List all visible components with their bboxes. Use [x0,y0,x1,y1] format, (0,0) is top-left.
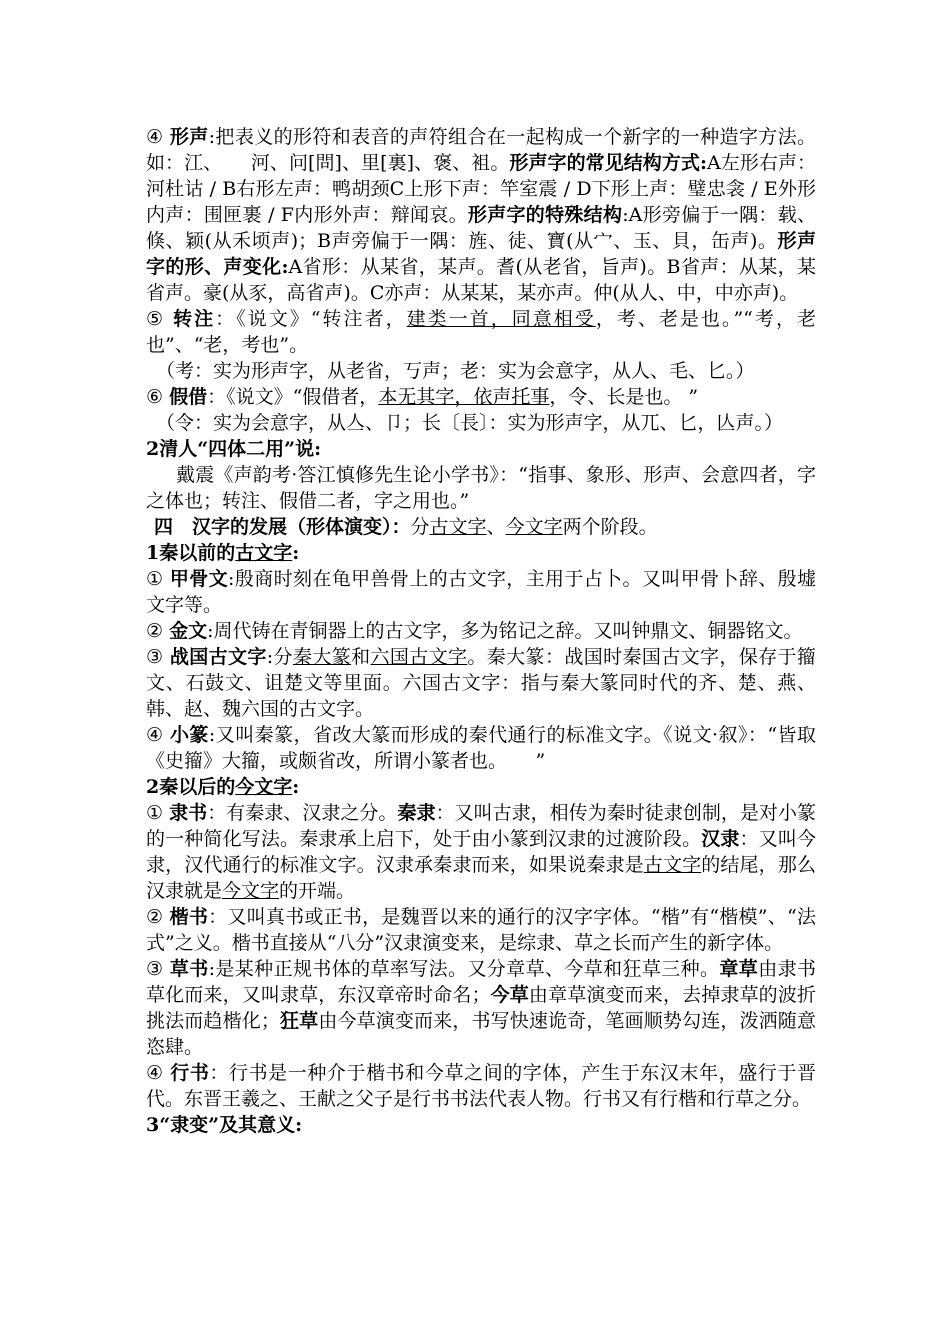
paragraph-zhanguo [146,644,816,722]
item-number: ③ [146,646,170,668]
definition-text: :分 [266,646,293,668]
underlined-term: 今文字 [505,516,563,538]
paragraph-zhuanzhu [146,306,816,358]
section-text: 两个阶段。 [562,516,658,538]
definition-text: :又叫秦篆，省改大篆而形成的秦代通行的标准文字。《说文·叙》：“皆取《史籀》大籀，或颇省改，所谓小篆者也。 ” [146,724,816,772]
item-number: ④ [146,1062,171,1084]
underlined-phrase: 本无其字，依声托事 [378,386,550,408]
subheading-special-structure: 形声字的特殊结构 [467,204,623,226]
underlined-term: 古文字 [429,516,487,538]
paragraph-xingshu [146,1060,816,1112]
quote-text: ，令、长是也。 ” [549,386,699,408]
definition-text: 由章草演变而来，去掉隶草的波折挑法而趋楷化； [146,984,816,1032]
special-structure-text: :A形旁偏于一隅：载、倏、颖(从禾顷声)；B声旁偏于一隅：旌、徒、寶(从宀、玉、貝，缶声)。 [146,204,816,252]
structure-text: A左形右声：河杜诂 / B右形左声：鸭胡颈C上形下声：竿室震 / D下形上声：璧忠衾 / E外形内声：围匣裹 / F内形外声：辩闻哀。 [146,152,817,226]
item-number: ② [146,906,170,928]
item-number: ① [146,802,170,824]
heading-qinqian [146,540,816,566]
term-kuangcao: 狂草 [279,1010,319,1032]
paragraph-jinwen [146,618,816,644]
underlined-phrase: 建类一首，同意相受 [406,308,596,330]
heading-text: 1秦以前的 [146,542,236,564]
definition-text: :是某种正规书体的草率写法。又分章草、今草和狂草三种。 [208,958,720,980]
definition-text: :殷商时刻在龟甲兽骨上的古文字，主用于占卜。又叫甲骨卜辞、殷墟文字等。 [146,568,817,616]
heading-qinhou [146,774,816,800]
item-number: ⑤ [146,308,174,330]
term-hanli: 汉隶 [701,828,740,850]
term-zhuanzhu: 转注 [173,308,216,330]
item-number: ④ [146,126,170,148]
term-zhangcao: 章草 [719,958,759,980]
definition-text: ：行书是一种介于楷书和今草之间的字体，产生于东汉末年，盛行于晋代。东晋王羲之、王献之父子是行书书法代表人物。行书又有行楷和行草之分。 [146,1062,816,1110]
definition-text: :把表义的形符和表音的声符组合在一起构成一个新字的一种造字方法。如：江、 河、问[問]、里[裏]、褒、袓。 [146,126,817,174]
quote-text: ，考、老是也。”“考，老也”、“老，考也”。 [146,308,816,356]
underlined-term: 今文字 [235,776,293,798]
underlined-term: 古文字 [643,854,702,876]
subheading-structure: 形声字的常见结构方式: [509,152,707,174]
paragraph-zhuanzhu-note: （考：实为形声字，从老省，丂声；老：实为会意字，从人、毛、匕。） [156,360,755,382]
item-number: ⑥ [146,386,170,408]
term-xiaozhuan: 小篆 [169,724,209,746]
underlined-term: 今文字 [222,880,280,902]
paragraph-jiajie-note: （令：实为会意字，从亼、卩；长〔長〕：实为形声字，从兀、匕，亾声。） [156,412,784,434]
paragraph-qingren: 戴震《声韵考·答江慎修先生论小学书》：“指事、象形、形声、会意四者，字之体也；转注、假借二者，字之用也。” [146,464,816,512]
definition-text: 由隶书草化而来，又叫隶草，东汉章帝时命名； [146,958,816,1006]
definition-text: 的开端。 [279,880,356,902]
definition-text: ：又叫今隶，汉代通行的标准文字。汉隶承秦隶而来，如果说秦隶是 [146,828,816,876]
heading-section-4 [146,514,816,540]
term-caoshu: 草书 [169,958,209,980]
paragraph-kaishu [146,904,816,956]
underlined-term: 六国古文字 [370,646,468,668]
definition-text: 。秦大篆：战国时秦国古文字，保存于籀文、石鼓文、诅楚文等里面。六国古文字：指与秦大篆同时代的齐、楚、燕、韩、赵、魏六国的古文字。 [146,646,816,720]
paragraph-caoshu [146,956,816,1060]
quote-text: ：《说文》“转注者， [215,308,407,330]
definition-text: 的结尾，那么汉隶就是 [146,854,816,902]
item-number: ① [146,568,170,590]
variation-text: A省形：从某省，某声。耆(从老省，旨声)。B省声：从某，某省声。豪(从豕，高省声)。C亦声：从某某，某亦声。仲(从人、中，中亦声)。 [146,256,817,304]
paragraph-jiagu [146,566,816,618]
term-jincao: 今草 [490,984,529,1006]
underlined-term: 古文字 [235,542,293,564]
term-jiagu: 甲骨文 [169,568,229,590]
definition-text: 由今草演变而来，书写快速诡奇，笔画顺势勾连，泼洒随意恣肆。 [146,1010,816,1058]
item-number: ② [146,620,170,642]
heading-text: : [292,542,300,564]
quote-text: ：《说文》“假借者， [207,386,379,408]
item-number: ③ [146,958,170,980]
term-kaishu: 楷书 [169,906,209,928]
term-jinwen: 金文 [169,620,208,642]
paragraph-xingsheng [146,124,816,306]
term-qinli: 秦隶 [397,802,436,824]
term-xingsheng: 形声 [169,126,209,148]
definition-text: 和 [351,646,371,668]
definition-text: ：有秦隶、汉隶之分。 [207,802,398,824]
definition-text: ：又叫真书或正书，是魏晋以来的通行的汉字字体。“楷”有“楷模”、“法式”之义。楷书直接从“八分”汉隶演变来，是综隶、草之长而产生的新字体。 [146,906,816,954]
heading-text: : [292,776,300,798]
underlined-term: 秦大篆 [292,646,352,668]
heading-text: 2秦以后的 [146,776,236,798]
definition-text: ：又叫古隶，相传为秦时徒隶创制，是对小篆的一种简化写法。秦隶承上启下，处于由小篆到汉隶的过渡阶段。 [146,802,816,850]
term-xingshu: 行书 [170,1062,210,1084]
subheading-variation: 形声字的形、声变化: [146,230,816,278]
item-number: ④ [146,724,170,746]
section-title: 四 汉字的发展（形体演变）： [154,516,411,538]
document-body [146,124,816,1138]
section-text: 分 [410,516,430,538]
heading-qingren: 2清人“四体二用”说: [146,438,322,460]
paragraph-xiaozhuan [146,722,816,774]
term-jiajie: 假借 [169,386,208,408]
definition-text: :周代铸在青铜器上的古文字，多为铭记之辞。又叫钟鼎文、铜器铭文。 [207,620,803,642]
term-zhanguo: 战国古文字 [169,646,267,668]
heading-libian: 3“隶变”及其意义: [146,1114,303,1136]
term-lishu: 隶书 [169,802,208,824]
section-text: 、 [486,516,506,538]
paragraph-jiajie [146,384,816,410]
paragraph-lishu [146,800,816,904]
